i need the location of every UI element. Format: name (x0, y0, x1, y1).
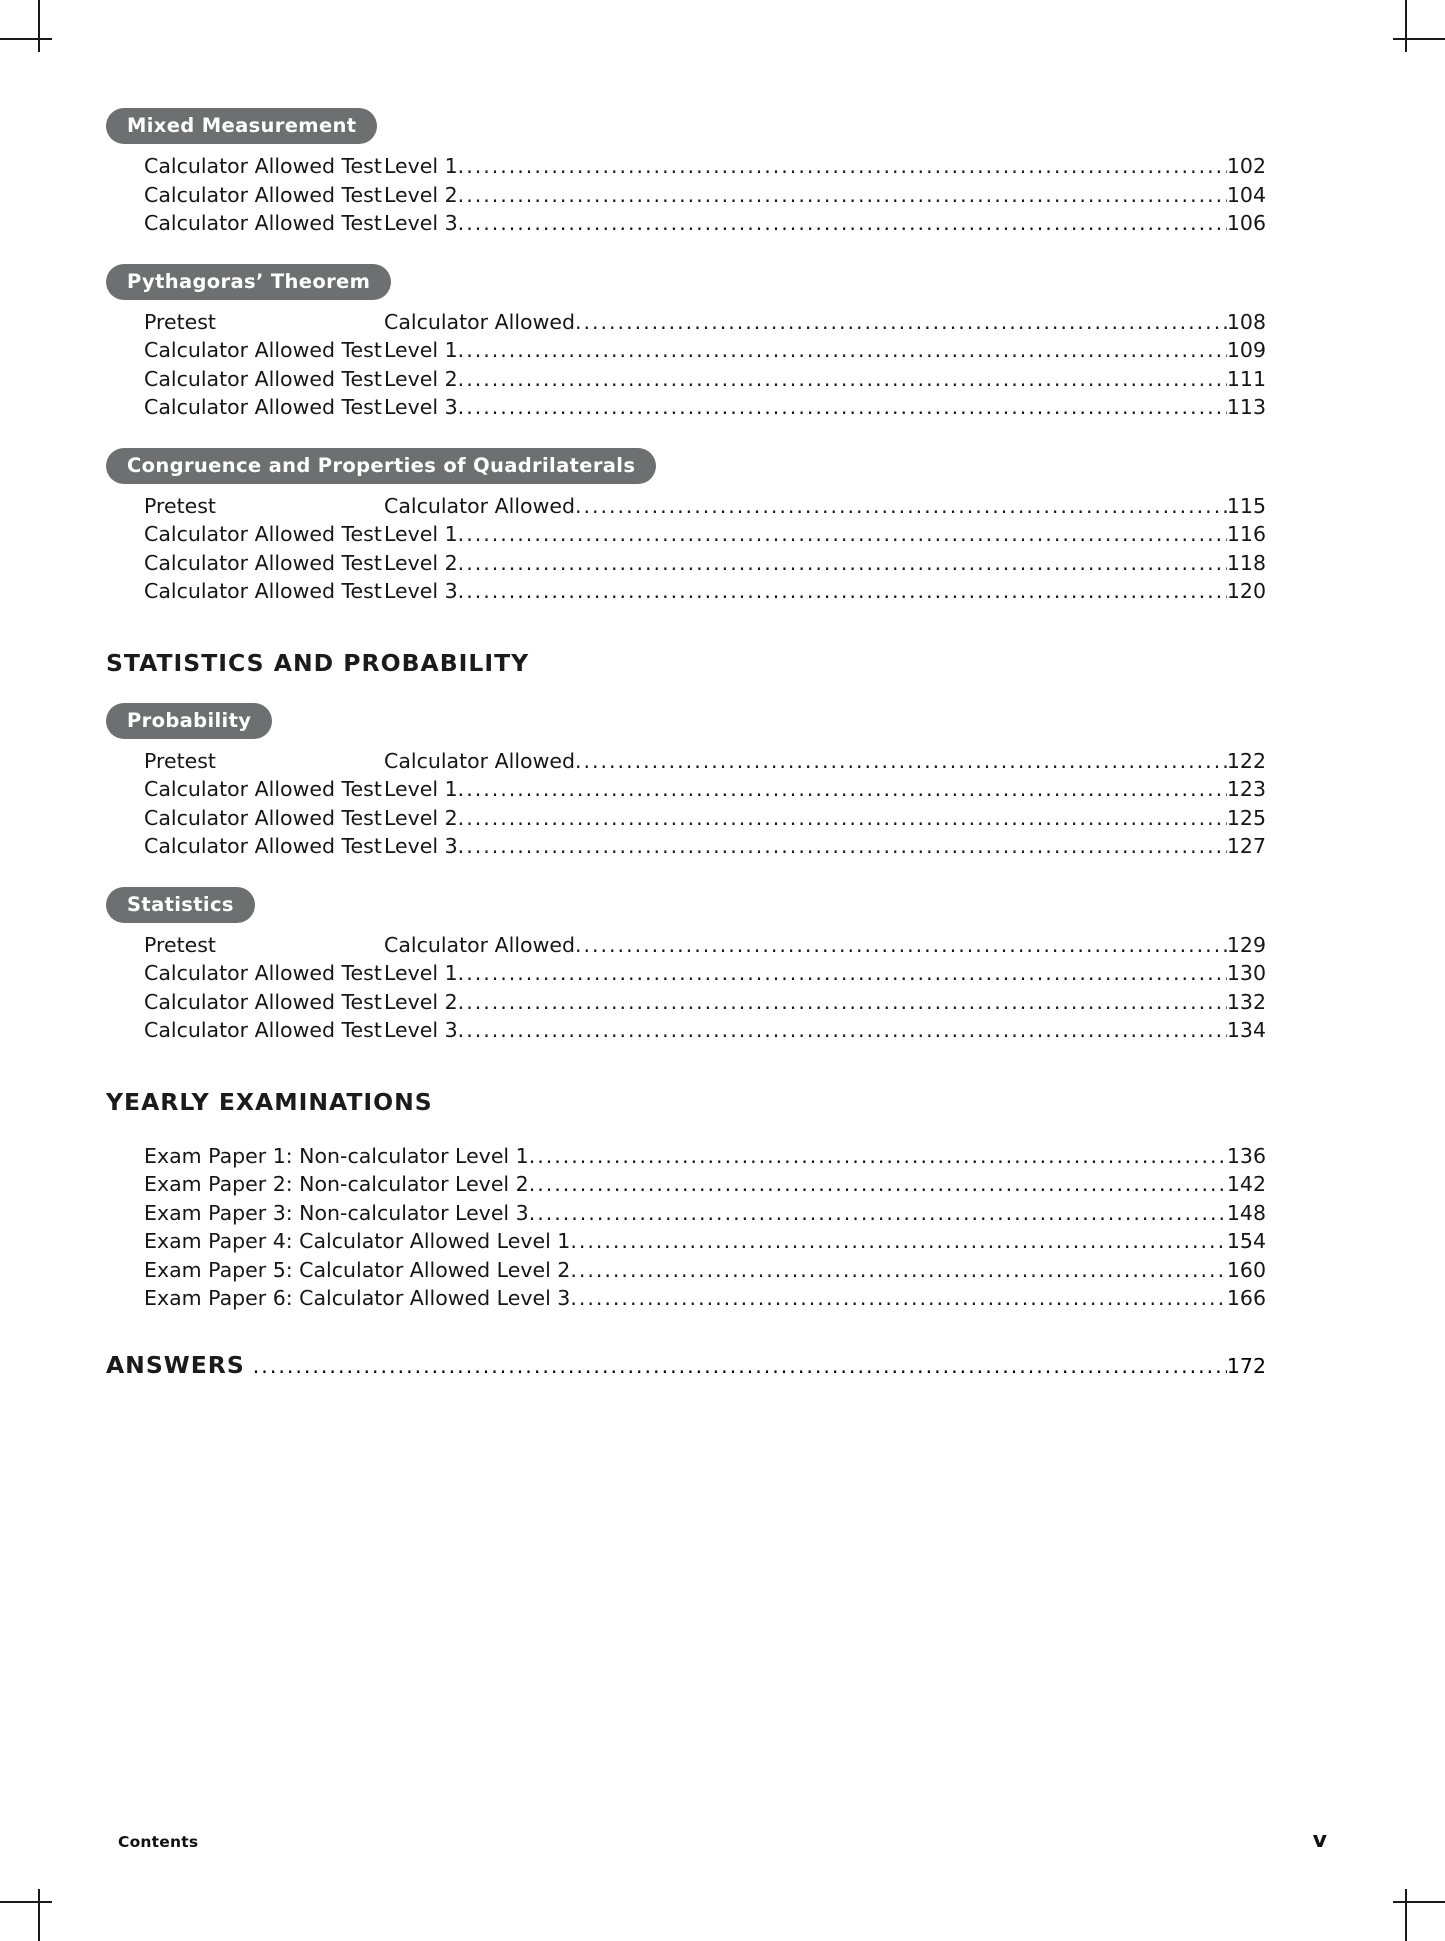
toc-entry-level: Calculator Allowed (384, 748, 575, 773)
toc-entry[interactable] (144, 365, 1266, 394)
toc-entry-level: Level 2 (384, 550, 458, 575)
spacer (106, 1116, 1266, 1142)
dot-leader (458, 397, 1227, 418)
toc-entry-page-number: 134 (1226, 1018, 1266, 1043)
toc-entry-page-number: 115 (1226, 493, 1266, 518)
dot-leader (458, 185, 1227, 206)
toc-entry[interactable] (144, 577, 1266, 606)
toc-entry-title: Calculator Allowed Test (144, 1018, 382, 1043)
toc-entry-page-number: 104 (1226, 182, 1266, 207)
toc-entry-title: Calculator Allowed Test (144, 777, 382, 802)
toc-entry-level: Level 3 (384, 579, 458, 604)
answers-label: ANSWERS (106, 1350, 245, 1379)
toc-entry-title: Calculator Allowed Test (144, 338, 382, 363)
toc-entry-title: Exam Paper 6: Calculator Allowed Level 3 (144, 1286, 571, 1311)
toc-entry-page-number: 127 (1226, 834, 1266, 859)
toc-entry-page-number: 109 (1226, 338, 1266, 363)
dot-leader (575, 496, 1227, 517)
footer-section-label: Contents (118, 1833, 199, 1851)
toc-entry-page-number: 118 (1226, 550, 1266, 575)
toc-entry-level: Level 3 (384, 395, 458, 420)
topic-badge-row (106, 108, 1266, 144)
toc-entry-level: Level 1 (384, 522, 458, 547)
toc-entry-title: Calculator Allowed Test (144, 211, 382, 236)
toc-entry[interactable] (144, 393, 1266, 422)
toc-entry-page-number: 154 (1226, 1229, 1266, 1254)
spacer (106, 861, 1266, 887)
toc-entry-page-number: 148 (1226, 1200, 1266, 1225)
spacer (106, 238, 1266, 264)
toc-entry-title: Pretest (144, 309, 216, 334)
toc-entry-title: Calculator Allowed Test (144, 579, 382, 604)
dot-leader (575, 935, 1227, 956)
toc-entry[interactable] (144, 1016, 1266, 1045)
toc-entry-level: Level 1 (384, 777, 458, 802)
toc-entry-title: Calculator Allowed Test (144, 154, 382, 179)
toc-entry-title: Calculator Allowed Test (144, 550, 382, 575)
toc-entry[interactable] (144, 775, 1266, 804)
toc-entry-level: Level 1 (384, 154, 458, 179)
toc-entry-page-number: 125 (1226, 805, 1266, 830)
toc-entry-title: Calculator Allowed Test (144, 395, 382, 420)
toc-entry-page-number: 136 (1226, 1143, 1266, 1168)
toc-entry-title: Calculator Allowed Test (144, 961, 382, 986)
spacer (106, 1313, 1266, 1349)
toc-entry-title: Calculator Allowed Test (144, 522, 382, 547)
toc-entry-page-number: 111 (1226, 366, 1266, 391)
topic-badge-row (106, 448, 1266, 484)
dot-leader (458, 524, 1227, 545)
toc-entry-title: Calculator Allowed Test (144, 989, 382, 1014)
toc-entry-level: Level 3 (384, 834, 458, 859)
toc-entry-level: Calculator Allowed (384, 309, 575, 334)
dot-leader (458, 156, 1227, 177)
toc-entry[interactable] (144, 747, 1266, 776)
spacer (106, 1045, 1266, 1071)
topic-badge: Congruence and Properties of Quadrilaterals (106, 448, 656, 484)
dot-leader (253, 1354, 1227, 1378)
section-heading: STATISTICS AND PROBABILITY (106, 648, 530, 677)
dot-leader (458, 369, 1227, 390)
toc-entry-level: Calculator Allowed (384, 493, 575, 518)
toc-entry[interactable] (144, 1170, 1266, 1199)
toc-entry-page-number: 120 (1226, 579, 1266, 604)
toc-entry-page-number: 113 (1226, 395, 1266, 420)
toc-entry[interactable] (144, 209, 1266, 238)
topic-badge: Statistics (106, 887, 255, 923)
dot-leader (458, 553, 1227, 574)
dot-leader (458, 808, 1227, 829)
toc-entry[interactable] (144, 804, 1266, 833)
dot-leader (529, 1146, 1227, 1167)
toc-entry-title: Exam Paper 1: Non-calculator Level 1 (144, 1143, 529, 1168)
toc-entry-level: Level 2 (384, 805, 458, 830)
toc-entry-level: Level 1 (384, 961, 458, 986)
toc-entry[interactable] (144, 308, 1266, 337)
dot-leader (458, 213, 1227, 234)
topic-badge-row (106, 887, 1266, 923)
toc-entry-page-number: 129 (1226, 932, 1266, 957)
section-heading: YEARLY EXAMINATIONS (106, 1087, 433, 1116)
dot-leader (575, 751, 1227, 772)
toc-entry-page-number: 123 (1226, 777, 1266, 802)
toc-entry-title: Pretest (144, 493, 216, 518)
toc-entry-page-number: 142 (1226, 1172, 1266, 1197)
spacer (106, 677, 1266, 703)
dot-leader (458, 963, 1227, 984)
toc-entry-title: Exam Paper 2: Non-calculator Level 2 (144, 1172, 529, 1197)
toc-entry-level: Level 2 (384, 366, 458, 391)
dot-leader (575, 312, 1227, 333)
toc-entry[interactable] (144, 931, 1266, 960)
toc-entry-level: Level 2 (384, 989, 458, 1014)
spacer (106, 1071, 1266, 1088)
toc-entry-page-number: 132 (1226, 989, 1266, 1014)
dot-leader (570, 1231, 1227, 1252)
crop-mark-top-right-vertical (1405, 0, 1407, 52)
topic-badge: Pythagoras’ Theorem (106, 264, 391, 300)
footer-page-number: v (1312, 1828, 1327, 1853)
toc-entry-page-number: 108 (1226, 309, 1266, 334)
toc-entry[interactable] (144, 492, 1266, 521)
toc-entry[interactable] (144, 1142, 1266, 1171)
page-footer (118, 1828, 1327, 1853)
toc-entry[interactable] (144, 988, 1266, 1017)
toc-entry-level: Level 3 (384, 211, 458, 236)
spacer (106, 606, 1266, 632)
toc-entry[interactable] (144, 1256, 1266, 1285)
dot-leader (458, 992, 1227, 1013)
answers-entry[interactable] (106, 1349, 1266, 1379)
toc-entry-level: Level 2 (384, 182, 458, 207)
toc-entry-title: Exam Paper 3: Non-calculator Level 3 (144, 1200, 529, 1225)
crop-mark-bottom-left-vertical (38, 1889, 40, 1941)
toc-entry-title: Calculator Allowed Test (144, 366, 382, 391)
topic-badge-row (106, 703, 1266, 739)
dot-leader (529, 1203, 1227, 1224)
toc-entry-title: Calculator Allowed Test (144, 182, 382, 207)
toc-entry[interactable] (144, 549, 1266, 578)
toc-entry-page-number: 106 (1226, 211, 1266, 236)
crop-mark-top-left-horizontal (0, 38, 52, 40)
crop-mark-top-left-vertical (38, 0, 40, 52)
dot-leader (529, 1174, 1227, 1195)
toc-entry-level: Level 3 (384, 1018, 458, 1043)
dot-leader (570, 1260, 1227, 1281)
spacer (106, 422, 1266, 448)
dot-leader (458, 1020, 1227, 1041)
toc-entry[interactable] (144, 152, 1266, 181)
dot-leader (570, 1288, 1227, 1309)
toc-entry-page-number: 122 (1226, 748, 1266, 773)
toc-entry-level: Level 1 (384, 338, 458, 363)
answers-page-number: 172 (1226, 1353, 1266, 1378)
toc-entry-title: Calculator Allowed Test (144, 834, 382, 859)
dot-leader (458, 340, 1227, 361)
dot-leader (458, 779, 1227, 800)
spacer (106, 632, 1266, 649)
toc-entry[interactable] (144, 832, 1266, 861)
topic-badge-row (106, 264, 1266, 300)
toc-entry-title: Pretest (144, 748, 216, 773)
toc-entry[interactable] (144, 520, 1266, 549)
toc-entry[interactable] (144, 959, 1266, 988)
dot-leader (458, 836, 1227, 857)
toc-entry-page-number: 160 (1226, 1257, 1266, 1282)
toc-content (106, 108, 1266, 1379)
toc-entry[interactable] (144, 336, 1266, 365)
toc-entry[interactable] (144, 1284, 1266, 1313)
crop-mark-bottom-right-vertical (1405, 1889, 1407, 1941)
dot-leader (458, 581, 1227, 602)
toc-entry-page-number: 166 (1226, 1286, 1266, 1311)
toc-entry-title: Calculator Allowed Test (144, 805, 382, 830)
toc-entry-page-number: 102 (1226, 154, 1266, 179)
topic-badge: Mixed Measurement (106, 108, 377, 144)
topic-badge: Probability (106, 703, 272, 739)
toc-entry-title: Exam Paper 4: Calculator Allowed Level 1 (144, 1229, 571, 1254)
toc-entry-title: Pretest (144, 932, 216, 957)
toc-entry[interactable] (144, 1199, 1266, 1228)
crop-mark-bottom-right-horizontal (1393, 1901, 1445, 1903)
crop-mark-bottom-left-horizontal (0, 1901, 52, 1903)
toc-entry-page-number: 130 (1226, 961, 1266, 986)
toc-entry-title: Exam Paper 5: Calculator Allowed Level 2 (144, 1257, 571, 1282)
toc-entry-level: Calculator Allowed (384, 932, 575, 957)
toc-entry-page-number: 116 (1226, 522, 1266, 547)
crop-mark-top-right-horizontal (1393, 38, 1445, 40)
toc-entry[interactable] (144, 181, 1266, 210)
toc-entry[interactable] (144, 1227, 1266, 1256)
